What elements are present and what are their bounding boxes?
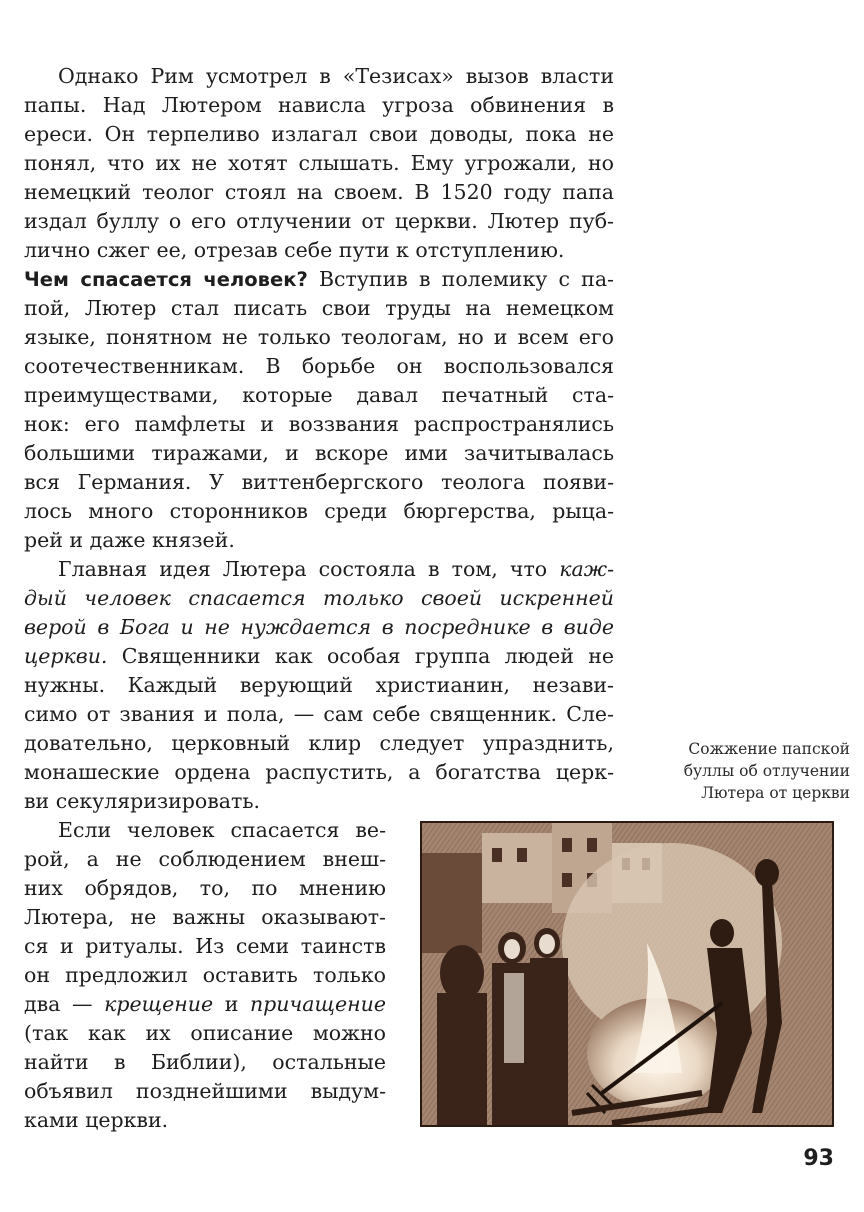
text-line: соотечественникам. В борьбе он воспользовался: [24, 354, 614, 378]
text-line: вся Германия. У виттенбергского теолога появи-: [24, 470, 614, 494]
text-line: ками церкви.: [24, 1108, 169, 1132]
text-line: объявил позднейшими выдум-: [24, 1079, 386, 1103]
text-line: два — крещение и причащение: [24, 992, 386, 1016]
text-line: монашеские ордена распустить, а богатства церк-: [24, 760, 614, 784]
text-line: рей и даже князей.: [24, 528, 235, 552]
text-line: Чем спасается человек? Вступив в полемику с па-: [24, 267, 614, 291]
text-line: он предложил оставить только: [24, 963, 386, 987]
text-line: пой, Лютер стал писать свои труды на немецком: [24, 296, 614, 320]
text-line: них обрядов, то, по мнению: [24, 876, 386, 900]
text-line: издал буллу о его отлучении от церкви. Лютер пуб-: [24, 209, 614, 233]
text-line: довательно, церковный клир следует упразднить,: [24, 731, 614, 755]
text-line: (так как их описание можно: [24, 1021, 386, 1045]
text-line: немецкий теолог стоял на своем. В 1520 году папа: [24, 180, 614, 204]
text-line: Однако Рим усмотрел в «Тезисах» вызов власти: [58, 64, 614, 88]
text-line: ереси. Он терпеливо излагал свои доводы, пока не: [24, 122, 614, 146]
text-line: Лютера, не важны оказывают-: [24, 905, 386, 929]
text-line: верой в Бога и не нуждается в посреднике в виде: [24, 615, 614, 639]
text-line: нужны. Каждый верующий христианин, незави-: [24, 673, 614, 697]
text-line: рой, а не соблюдением внеш-: [24, 847, 386, 871]
text-line: языке, понятном не только теологам, но и всем его: [24, 325, 614, 349]
text-line: симо от звания и пола, — сам себе священник. Сле-: [24, 702, 614, 726]
text-line: большими тиражами, и вскоре ими зачитывалась: [24, 441, 614, 465]
text-line: нок: его памфлеты и воззвания распространялись: [24, 412, 614, 436]
text-line: найти в Библии), остальные: [24, 1050, 386, 1074]
figure-caption: Сожжение папской буллы об отлучении Лютера от церкви: [683, 740, 850, 802]
page-number: 93: [803, 1146, 834, 1171]
section-heading: Чем спасается человек?: [24, 268, 308, 291]
text-line: Главная идея Лютера состояла в том, что каж-: [58, 557, 614, 581]
text-line: ви секуляризировать.: [24, 789, 261, 813]
text-line: лось много сторонников среди бюргерства, рыца-: [24, 499, 614, 523]
text-line: дый человек спасается только своей искренней: [24, 586, 614, 610]
text-line: церкви. Священники как особая группа людей не: [24, 644, 614, 668]
engraving-illustration: [420, 821, 834, 1127]
text-line: понял, что их не хотят слышать. Ему угрожали, но: [24, 151, 614, 175]
text-line: лично сжег ее, отрезав себе пути к отступлению.: [24, 238, 565, 262]
text-line: папы. Над Лютером нависла угроза обвинения в: [24, 93, 614, 117]
text-line: ся и ритуалы. Из семи таинств: [24, 934, 386, 958]
text-line: Если человек спасается ве-: [58, 818, 386, 842]
text-line: преимуществами, которые давал печатный ста-: [24, 383, 614, 407]
